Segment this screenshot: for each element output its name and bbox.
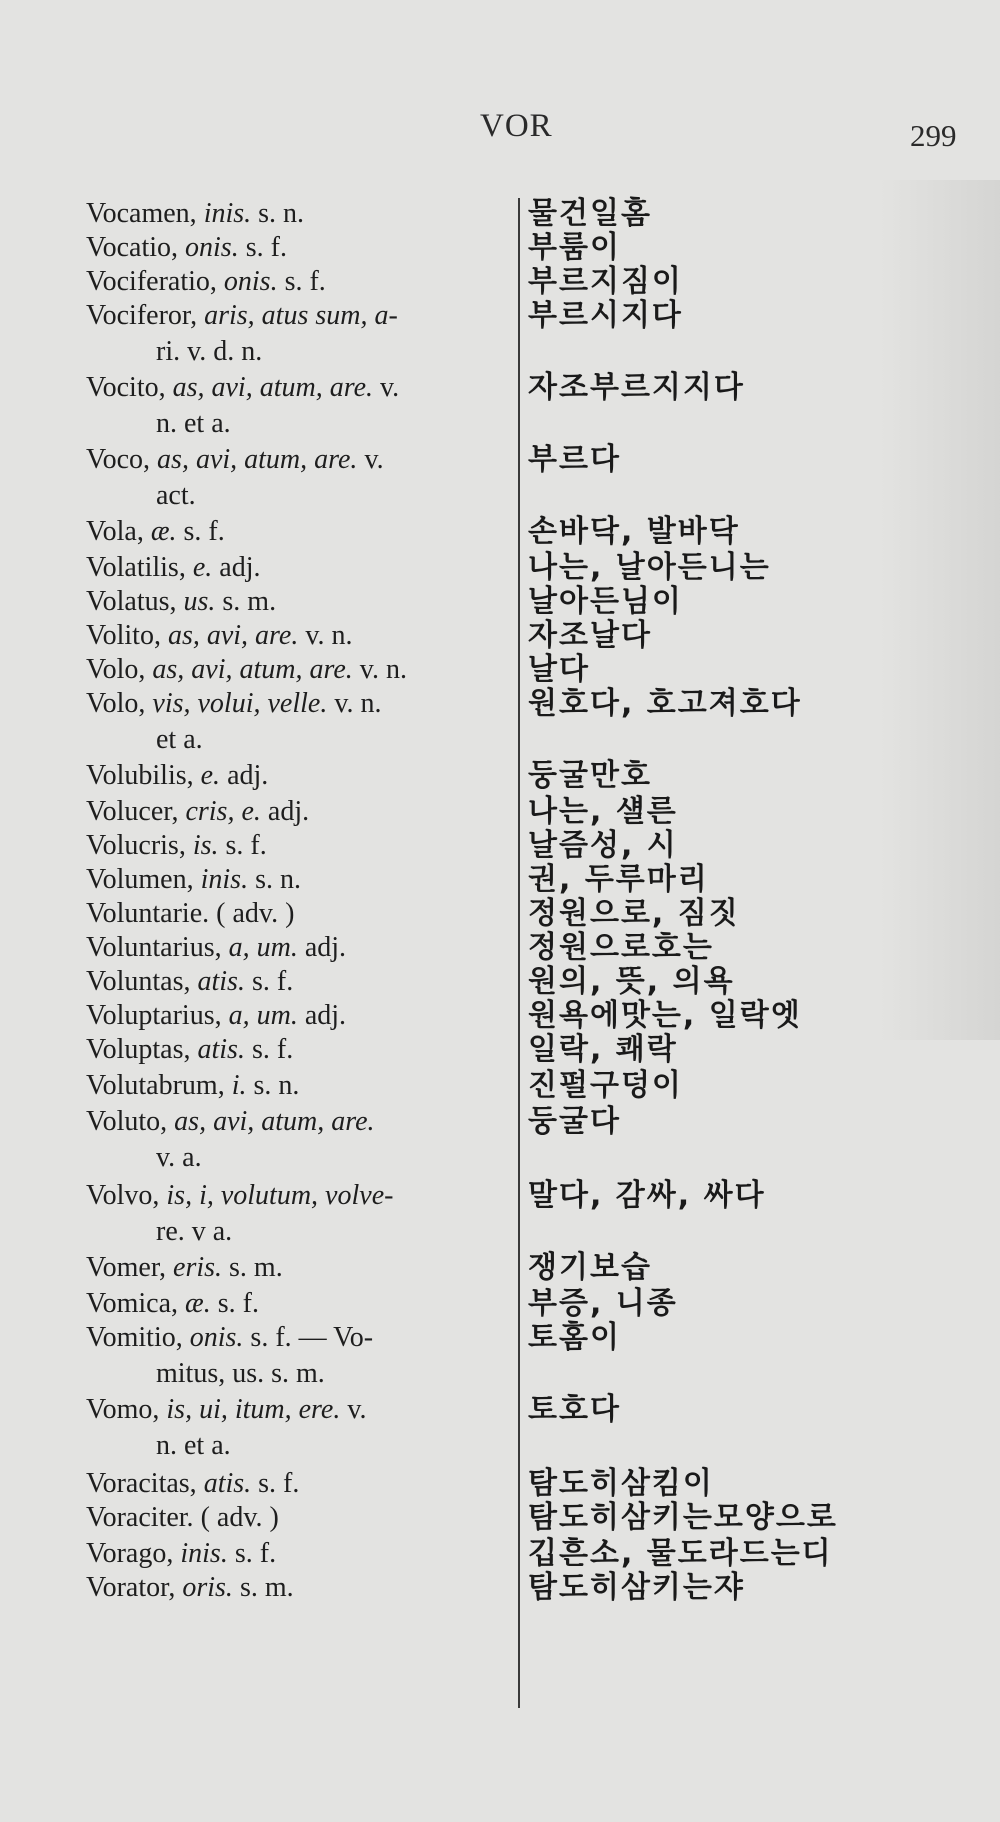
korean-gloss: 일락, 쾌락 <box>528 1032 678 1067</box>
headword: Volatus, <box>86 586 177 617</box>
part-of-speech: s. m. <box>222 586 277 617</box>
grammar-forms: æ. <box>185 1288 211 1319</box>
headword: Voluto, <box>86 1106 168 1137</box>
korean-gloss: 토홈이 <box>528 1320 621 1355</box>
part-of-speech: s. f. <box>245 232 287 263</box>
korean-gloss: 토호다 <box>528 1392 621 1427</box>
grammar-forms: inis. <box>203 198 252 229</box>
latin-headword <box>86 1320 516 1392</box>
latin-headword <box>86 1250 516 1286</box>
grammar-forms: is, ui, itum, ere. <box>166 1394 341 1425</box>
headword: Volvo, <box>86 1180 160 1211</box>
part-of-speech: s. n. <box>253 1070 300 1101</box>
part-of-speech: s. f. <box>225 830 267 861</box>
headword: Volutabrum, <box>86 1070 225 1101</box>
part-of-speech: s. f. <box>217 1288 259 1319</box>
headword: Voluntarius, <box>86 932 222 963</box>
korean-gloss: 부르다 <box>528 442 621 477</box>
grammar-forms: inis. <box>200 864 249 895</box>
headword: Vomica, <box>86 1288 179 1319</box>
korean-gloss: 원욕에맛는, 일락엣 <box>528 998 802 1033</box>
latin-headword <box>86 686 516 758</box>
part-of-speech: s. f. <box>183 516 225 547</box>
grammar-forms: aris, atus sum, a- <box>204 300 398 331</box>
latin-headword <box>86 1178 516 1250</box>
grammar-forms: as, avi, atum, are. <box>174 1106 375 1137</box>
part-of-speech: ( adv. ) <box>200 1502 279 1533</box>
latin-headword <box>86 930 516 966</box>
korean-gloss: 원의, 뜻, 의욕 <box>528 964 735 999</box>
latin-headword <box>86 264 516 300</box>
headword: Vorago, <box>86 1538 174 1569</box>
korean-gloss: 탐도히삼킴이 <box>528 1466 714 1501</box>
headword: Voluntas, <box>86 966 191 997</box>
grammar-forms: is, i, volutum, volve- <box>166 1180 394 1211</box>
headword: Voracitas, <box>86 1468 197 1499</box>
entry-continuation: n. et a. <box>156 1430 231 1461</box>
part-of-speech: v. n. <box>359 654 407 685</box>
grammar-forms: as, avi, atum, are. <box>172 372 373 403</box>
grammar-forms: is. <box>192 830 219 861</box>
entry-continuation: ri. v. d. n. <box>156 336 263 367</box>
grammar-forms: cris, e. <box>185 796 261 827</box>
headword: Vocito, <box>86 372 166 403</box>
grammar-forms: oris. <box>182 1572 233 1603</box>
part-of-speech: v. <box>347 1394 367 1425</box>
korean-gloss: 원호다, 호고져호다 <box>528 686 802 721</box>
grammar-forms: inis. <box>180 1538 228 1569</box>
latin-headword <box>86 370 516 442</box>
latin-headword <box>86 828 516 864</box>
part-of-speech: s. f. <box>251 966 294 997</box>
grammar-forms: a, um. <box>228 1000 298 1031</box>
headword: Voluptarius, <box>86 1000 222 1031</box>
entry-continuation: mitus, us. s. m. <box>156 1358 325 1389</box>
korean-gloss: 자조날다 <box>528 618 652 653</box>
part-of-speech: v. <box>380 372 400 403</box>
latin-headword <box>86 1032 516 1068</box>
grammar-forms: atis. <box>203 1468 252 1499</box>
korean-gloss: 둥굴만호 <box>528 758 652 793</box>
grammar-forms: as, avi, atum, are. <box>157 444 358 475</box>
latin-headword <box>86 998 516 1034</box>
headword: Volumen, <box>86 864 194 895</box>
part-of-speech: s. f. <box>258 1468 300 1499</box>
headword: Voluntarie. <box>86 898 210 929</box>
korean-gloss: 말다, 감싸, 싸다 <box>528 1178 766 1213</box>
latin-headword <box>86 1466 516 1502</box>
grammar-forms: onis. <box>185 232 239 263</box>
part-of-speech: s. f. <box>251 1034 294 1065</box>
headword: Volito, <box>86 620 161 651</box>
part-of-speech: ( adv. ) <box>216 898 295 929</box>
grammar-forms: æ. <box>150 516 177 547</box>
korean-gloss: 날즘성, 시 <box>528 828 678 863</box>
headword: Vociferatio, <box>86 266 217 297</box>
part-of-speech: s. m. <box>239 1572 294 1603</box>
part-of-speech: s. f. <box>284 266 326 297</box>
headword: Vocamen, <box>86 198 197 229</box>
grammar-forms: eris. <box>173 1252 223 1283</box>
headword: Volubilis, <box>86 760 194 791</box>
latin-headword <box>86 964 516 1000</box>
entry-continuation: re. v a. <box>156 1216 233 1247</box>
grammar-forms: atis. <box>197 1034 245 1065</box>
latin-headword <box>86 442 516 514</box>
korean-gloss: 정원으로호는 <box>528 930 714 965</box>
part-of-speech: s. f. <box>234 1538 277 1569</box>
korean-gloss: 탐도히삼키는모양으로 <box>528 1500 838 1535</box>
korean-gloss: 탐도히삼키는쟈 <box>528 1570 745 1605</box>
korean-gloss: 부룸이 <box>528 230 621 265</box>
headword: Volo, <box>86 654 146 685</box>
grammar-forms: e. <box>200 760 221 791</box>
korean-gloss: 물건일홈 <box>528 196 652 231</box>
page-number: 299 <box>910 118 957 153</box>
grammar-forms: as, avi, atum, are. <box>152 654 353 685</box>
korean-gloss: 자조부르지지다 <box>528 370 745 405</box>
korean-gloss: 둥굴다 <box>528 1104 621 1139</box>
headword: Volucris, <box>86 830 186 861</box>
latin-headword <box>86 652 516 688</box>
latin-headword <box>86 1286 516 1322</box>
part-of-speech: adj. <box>227 760 269 791</box>
part-of-speech: adj. <box>219 552 261 583</box>
headword: Vomer, <box>86 1252 167 1283</box>
part-of-speech: adj. <box>304 932 347 963</box>
part-of-speech: s. n. <box>258 198 305 229</box>
latin-headword <box>86 794 516 830</box>
latin-headword <box>86 550 516 586</box>
latin-headword <box>86 1500 516 1536</box>
korean-gloss: 나는, 섈른 <box>528 794 678 829</box>
grammar-forms: vis, volui, velle. <box>152 688 328 719</box>
part-of-speech: s. n. <box>255 864 301 895</box>
korean-gloss: 손바닥, 발바닥 <box>528 514 740 549</box>
latin-headword <box>86 298 516 370</box>
headword: Voraciter. <box>86 1502 194 1533</box>
korean-gloss: 부르지짐이 <box>528 264 683 299</box>
headword: Vomitio, <box>86 1322 183 1353</box>
latin-headword <box>86 230 516 266</box>
korean-gloss: 정원으로, 짐짓 <box>528 896 740 931</box>
korean-gloss: 날아든님이 <box>528 584 683 619</box>
headword: Vorator, <box>86 1572 176 1603</box>
korean-gloss: 쟁기보습 <box>528 1250 652 1285</box>
latin-headword <box>86 896 516 932</box>
grammar-forms: i. <box>231 1070 247 1101</box>
latin-headword <box>86 196 516 232</box>
headword: Vomo, <box>86 1394 160 1425</box>
korean-gloss: 권, 두루마리 <box>528 862 709 897</box>
part-of-speech: v. n. <box>334 688 382 719</box>
headword: Volatilis, <box>86 552 186 583</box>
latin-headword <box>86 1536 516 1572</box>
entry-continuation: act. <box>156 480 196 511</box>
entry-continuation: et a. <box>156 724 203 755</box>
grammar-forms: atis. <box>197 966 245 997</box>
latin-headword <box>86 1392 516 1464</box>
part-of-speech: adj. <box>267 796 310 827</box>
part-of-speech: adj. <box>304 1000 347 1031</box>
grammar-forms: a, um. <box>228 932 298 963</box>
grammar-forms: e. <box>192 552 213 583</box>
korean-gloss: 날다 <box>528 652 590 687</box>
entry-continuation: v. a. <box>156 1142 202 1173</box>
headword: Vocatio, <box>86 232 179 263</box>
headword: Voluptas, <box>86 1034 191 1065</box>
headword: Voco, <box>86 444 151 475</box>
korean-gloss: 부증, 니종 <box>528 1286 678 1321</box>
column-divider <box>518 198 520 1708</box>
headword: Vociferor, <box>86 300 198 331</box>
korean-gloss: 진펄구덩이 <box>528 1068 683 1103</box>
running-header: VOR <box>480 108 553 144</box>
latin-headword <box>86 1068 516 1104</box>
latin-headword <box>86 514 516 550</box>
part-of-speech: v. <box>364 444 384 475</box>
korean-gloss: 깁흔소, 물도라드는디 <box>528 1536 833 1571</box>
grammar-forms: us. <box>183 586 216 617</box>
headword: Volo, <box>86 688 146 719</box>
headword: Vola, <box>86 516 144 547</box>
korean-gloss: 부르시지다 <box>528 298 683 333</box>
part-of-speech: v. n. <box>305 620 353 651</box>
latin-headword <box>86 618 516 654</box>
latin-headword <box>86 1104 516 1176</box>
grammar-forms: onis. <box>223 266 278 297</box>
headword: Volucer, <box>86 796 179 827</box>
part-of-speech: s. m. <box>229 1252 283 1283</box>
entry-continuation: n. et a. <box>156 408 231 439</box>
korean-gloss: 나는, 날아든니는 <box>528 550 771 585</box>
latin-headword <box>86 584 516 620</box>
part-of-speech: s. f. — Vo- <box>250 1322 374 1353</box>
latin-headword <box>86 1570 516 1606</box>
latin-headword <box>86 758 516 794</box>
grammar-forms: onis. <box>189 1322 244 1353</box>
grammar-forms: as, avi, are. <box>167 620 299 651</box>
latin-headword <box>86 862 516 898</box>
